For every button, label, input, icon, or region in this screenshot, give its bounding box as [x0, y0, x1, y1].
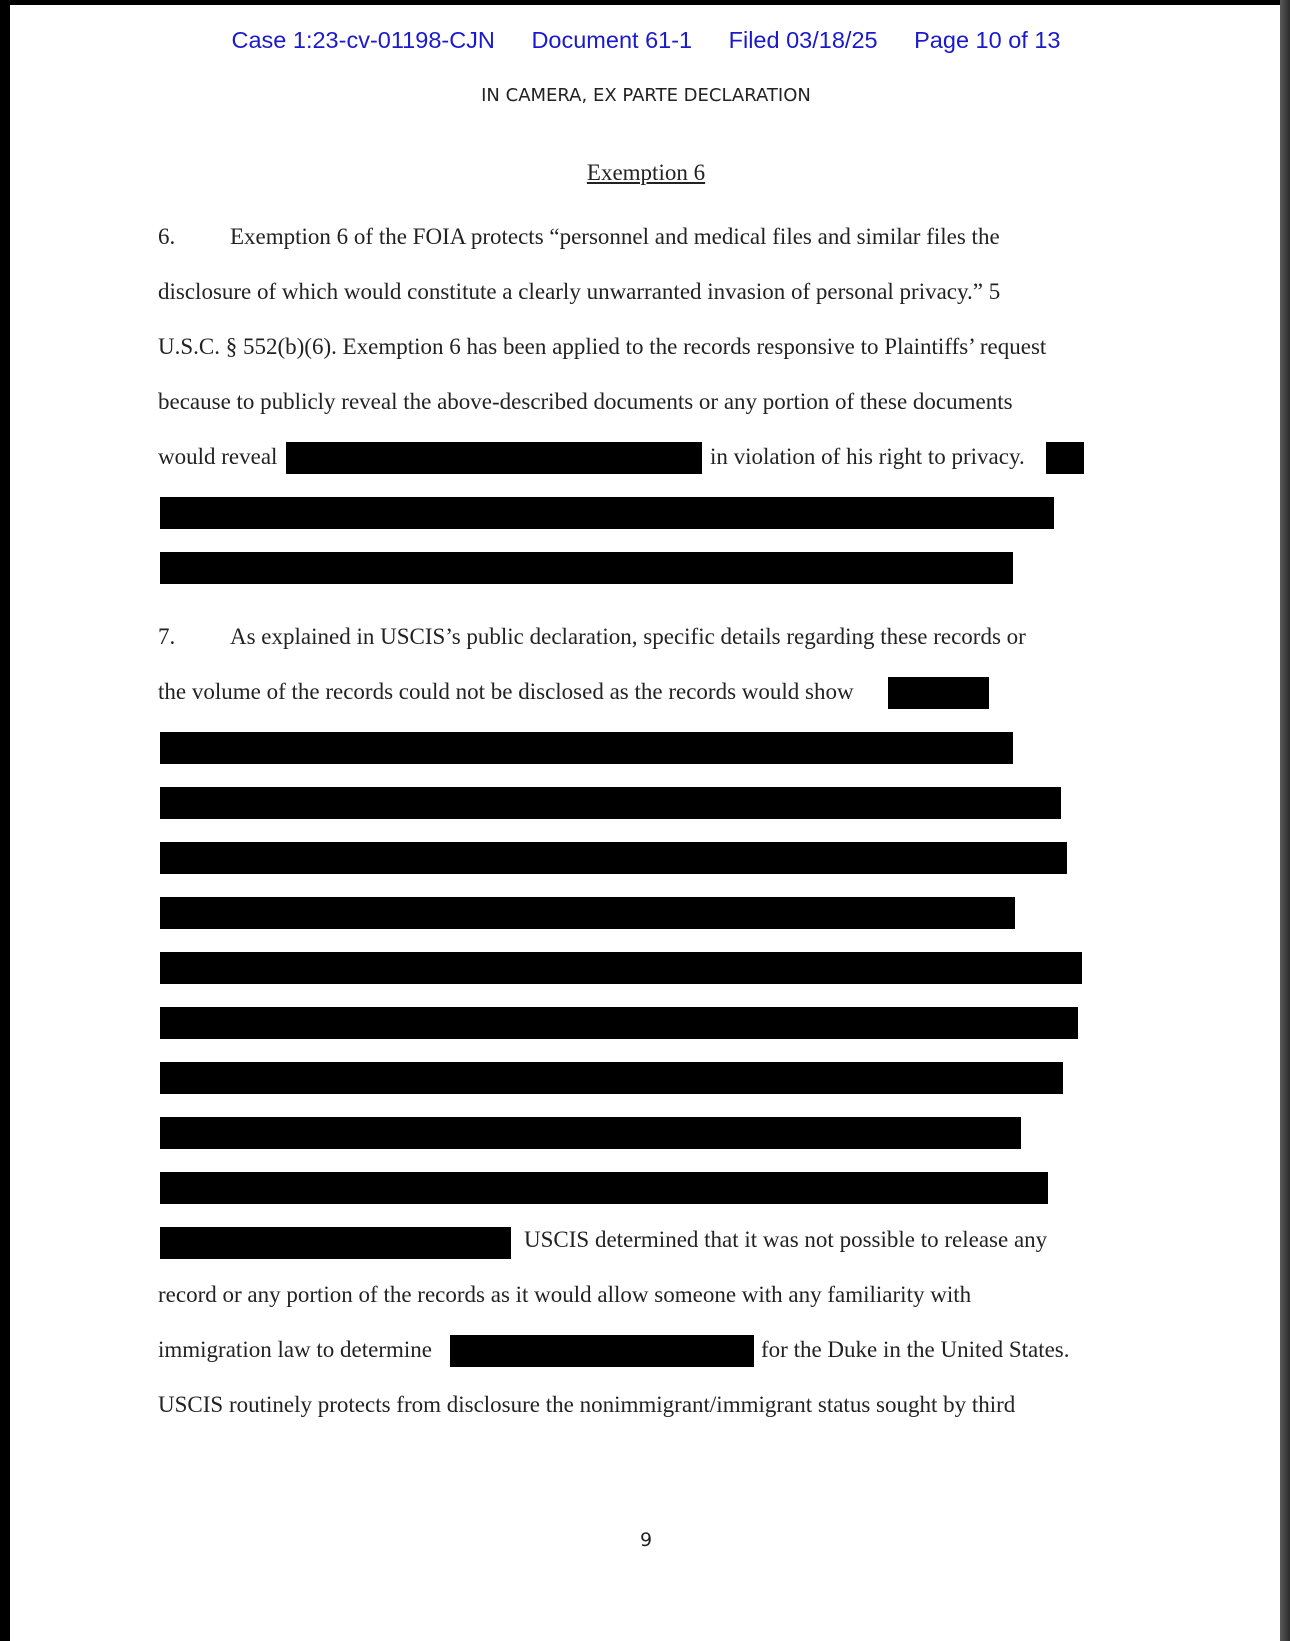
redaction-block: [160, 1227, 511, 1259]
paragraph-6-line-5b: in violation of his right to privacy.: [710, 444, 1025, 469]
document-page: [10, 5, 1282, 1641]
paragraph-6-line-4: because to publicly reveal the above-described documents or any portion of these documents: [158, 389, 1013, 414]
paragraph-number: 6.: [158, 224, 176, 249]
redaction-block: [286, 442, 702, 474]
paragraph-6-line-1: [158, 224, 1000, 250]
redaction-block: [888, 677, 989, 709]
redaction-block: [160, 952, 1082, 984]
document-number: Document 61-1: [531, 27, 693, 53]
paragraph-6-line-3: U.S.C. § 552(b)(6). Exemption 6 has been applied to the records responsive to Plaintiffs’ request: [158, 334, 1047, 359]
paragraph-7-line-5a: immigration law to determine: [158, 1337, 433, 1362]
redaction-block: [160, 787, 1061, 819]
ecf-header: [10, 27, 1282, 54]
filed-date: Filed 03/18/25: [728, 27, 878, 53]
paragraph-7-line-2: the volume of the records could not be disclosed as the records would show: [158, 679, 854, 704]
redaction-block: [160, 842, 1067, 874]
paragraph-7-line-3: USCIS determined that it was not possible to release any: [524, 1227, 1048, 1252]
paragraph-7-line-4: record or any portion of the records as it would allow someone with any familiarity with: [158, 1282, 972, 1307]
text: Exemption 6 of the FOIA protects “personnel and medical files and similar files the: [230, 224, 1000, 249]
section-title: Exemption 6: [586, 160, 706, 185]
paragraph-7-line-6: USCIS routinely protects from disclosure the nonimmigrant/immigrant status sought by third: [158, 1392, 1016, 1417]
paragraph-6-line-5a: would reveal: [158, 444, 278, 469]
redaction-block: [160, 897, 1015, 929]
redaction-block: [160, 732, 1013, 764]
redaction-block: [160, 1007, 1078, 1039]
redaction-block: [450, 1335, 754, 1367]
page-number: 9: [639, 1529, 653, 1551]
redaction-block: [1046, 442, 1084, 474]
redaction-block: [160, 1172, 1048, 1204]
paragraph-number: 7.: [158, 624, 176, 649]
page-count: Page 10 of 13: [914, 27, 1061, 53]
paragraph-7-line-1: [158, 624, 1026, 650]
case-number: Case 1:23-cv-01198-CJN: [231, 27, 495, 53]
redaction-block: [160, 1117, 1021, 1149]
redaction-block: [160, 497, 1054, 529]
text: As explained in USCIS’s public declaration, specific details regarding these records or: [230, 624, 1026, 649]
declaration-label: IN CAMERA, EX PARTE DECLARATION: [481, 85, 811, 106]
paragraph-7-line-5b: for the Duke in the United States.: [761, 1337, 1070, 1362]
paragraph-6-line-2: disclosure of which would constitute a clearly unwarranted invasion of personal privacy.” 5: [158, 279, 1001, 304]
viewer-edge: [1280, 0, 1290, 1641]
redaction-block: [160, 1062, 1063, 1094]
redaction-block: [160, 552, 1013, 584]
